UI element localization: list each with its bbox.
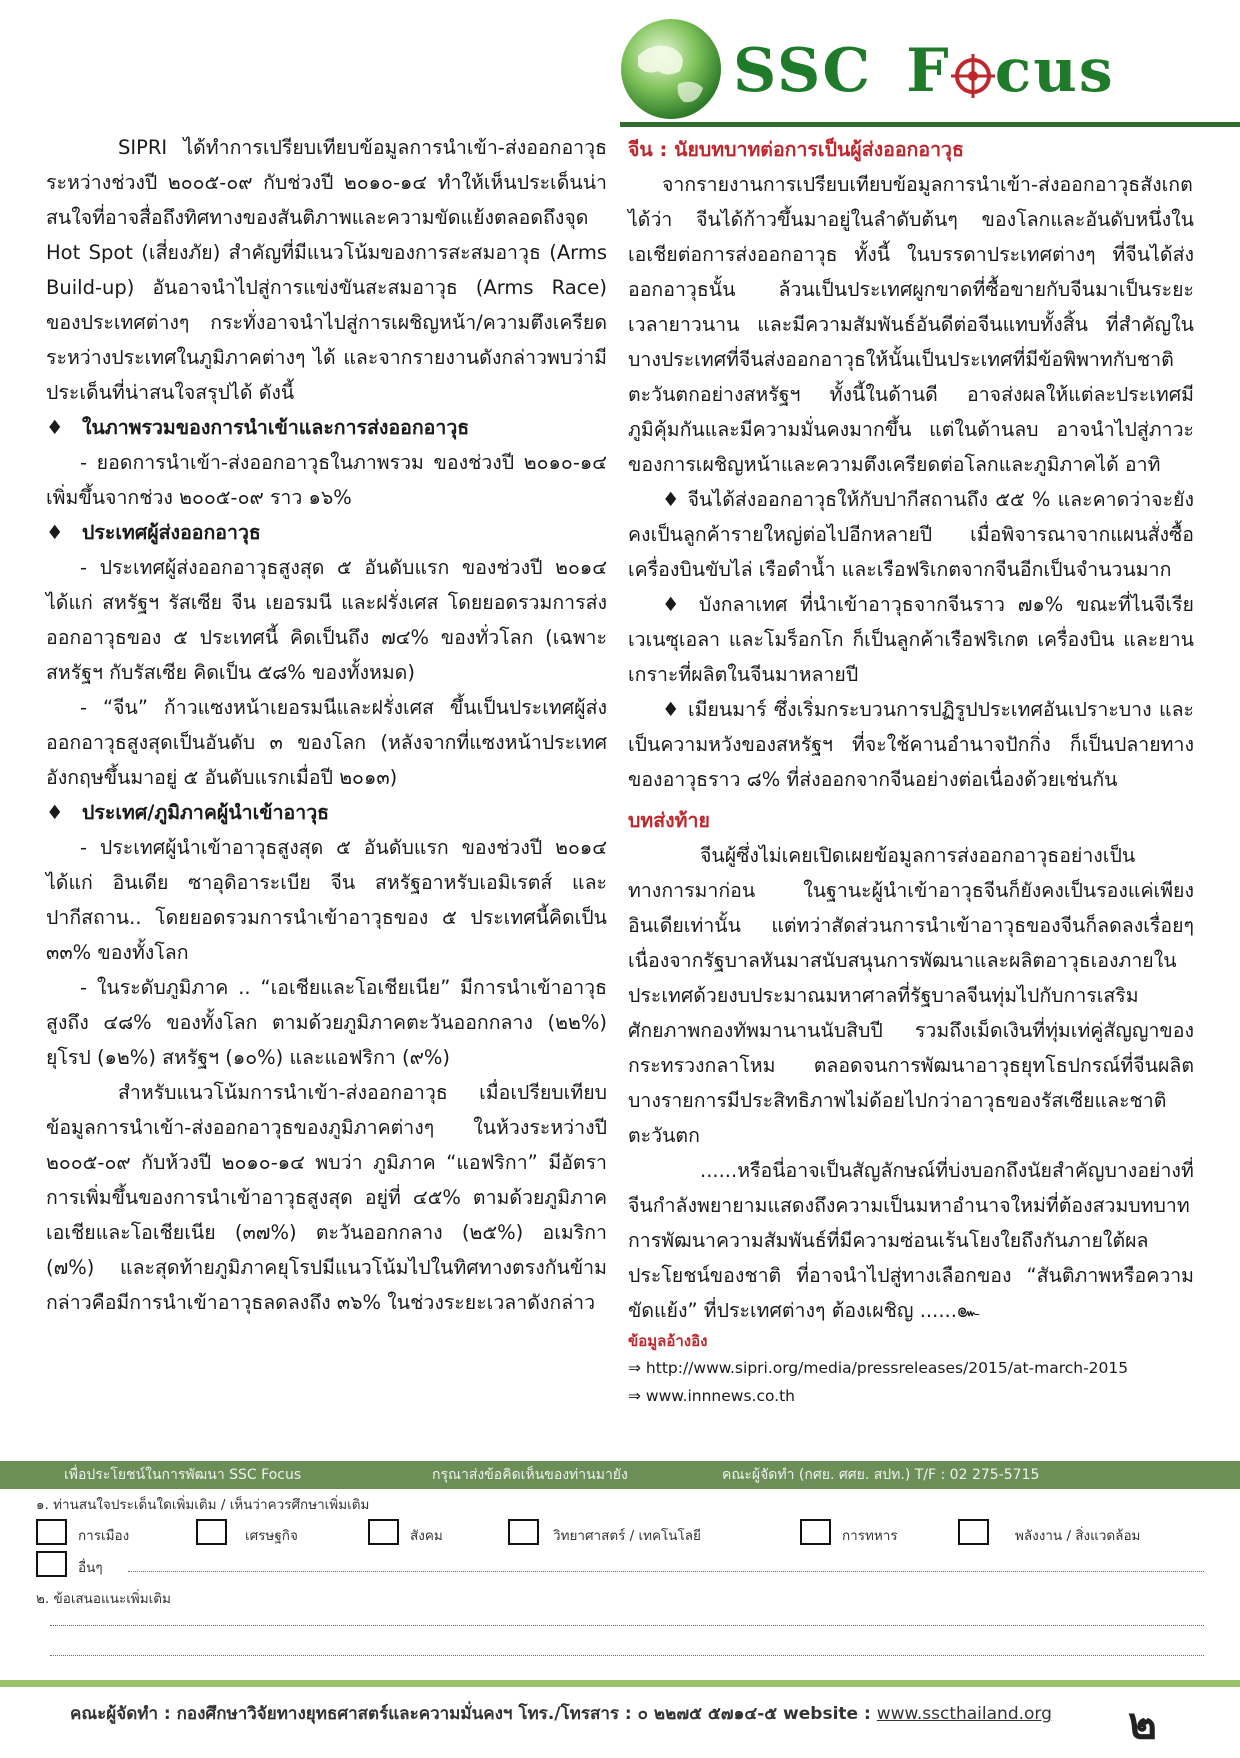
checkbox-politics[interactable] <box>36 1519 67 1545</box>
checkbox-economy[interactable] <box>196 1519 227 1545</box>
ssc-focus-logo <box>618 16 1178 126</box>
bullet-paragraph: ♦ บังกลาเทศ ที่นำเข้าอาวุธจากจีนราว ๗๑% ขณะที่ไนจีเรีย เวเนซุเอลา และโมร็อกโก ก็เป็นลูกค้าเรือฟริเกต เครื่องบิน และยานเกราะที่ผลิตในจีนมาหลายปี <box>628 593 1194 686</box>
suggestion-input-line[interactable] <box>50 1625 1204 1626</box>
brand-text: SSC F cus <box>733 36 1115 106</box>
section-heading: ♦ ประเทศผู้ส่งออกอาวุธ <box>46 515 607 550</box>
checkbox-label: การทหาร <box>842 1528 898 1544</box>
other-input-line[interactable] <box>128 1571 1204 1572</box>
paragraph: - “จีน” ก้าวแซงหน้าเยอรมนีและฝรั่งเศส ขึ้นเป็นประเทศผู้ส่งออกอาวุธสูงสุดเป็นอันดับ ๓ ของโลก (หลังจากที่แซงหน้าประเทศอังกฤษขึ้นมาอยู่ ๕ อันดับแรกเมื่อปี ๒๐๑๓) <box>46 696 607 789</box>
paragraph: จากรายงานการเปรียบเทียบข้อมูลการนำเข้า-ส่งออกอาวุธสังเกตได้ว่า จีนได้ก้าวขึ้นมาอยู่ในลำดับต้นๆ ของโลกและอันดับหนึ่งในเอเชียต่อการส่งออกอาวุธ ทั้งนี้ ในบรรดาประเทศต่างๆ ที่จีนได้ส่งออกอาวุธนั้น ล้วนเป็นประเทศผูกขาดที่ซื้อขายกับจีนมาเป็นระยะเวลายาวนาน และมีความสัมพันธ์อันดีต่อจีนแทบทั้งสิ้น ที่สำคัญในบางประเทศที่จีนส่งออกอาวุธให้นั้นเป็นประเทศที่มีข้อพิพาทกับชาติตะวันตกอย่างสหรัฐฯ ทั้งนี้ในด้านดี อาจส่งผลให้แต่ละประเทศมีภูมิคุ้มกันและมีความมั่นคงมากขึ้น แต่ในด้านลบ อาจนำไปสู่ภาวะของการเผชิญหน้าและความตึงเครียดต่อโลกและภูมิภาคได้ อาทิ <box>628 173 1194 476</box>
reference-link[interactable]: ⇒ http://www.sipri.org/media/pressreleases/2015/at-march-2015 <box>628 1359 1129 1377</box>
checkbox-other[interactable] <box>36 1551 67 1577</box>
diamond-bullet-icon: ♦ <box>46 416 64 439</box>
banner-text: เพื่อประโยชน์ในการพัฒนา SSC Focus <box>64 1467 302 1483</box>
section-heading: บทส่งท้าย <box>628 809 710 832</box>
section-heading: ♦ ในภาพรวมของการนำเข้าและการส่งออกอาวุธ <box>46 410 607 445</box>
banner-text: กรุณาส่งข้อคิดเห็นของท่านมายัง <box>432 1467 628 1483</box>
suggestion-input-line[interactable] <box>50 1655 1204 1656</box>
diamond-bullet-icon: ♦ <box>46 801 64 824</box>
checkbox-label: เศรษฐกิจ <box>245 1528 298 1544</box>
paragraph: ......หรือนี่อาจเป็นสัญลักษณ์ที่บ่งบอกถึงนัยสำคัญบางอย่างที่จีนกำลังพยายามแสดงถึงความเป็นมหาอำนาจใหม่ที่ต้องสวมบทบาท การพัฒนาความสัมพันธ์ที่มีความซ่อนเร้นโยงใยถึงกันภายใต้ผลประโยชน์ของชาติ ที่อาจนำไปสู่ทางเลือกของ “สันติภาพหรือความขัดแย้ง” ที่ประเทศต่างๆ ต้องเผชิญ ......๛ <box>628 1159 1194 1322</box>
checkbox-label: วิทยาศาสตร์ / เทคโนโลยี <box>553 1528 701 1544</box>
diamond-bullet-icon: ♦ <box>46 521 64 544</box>
bullet-paragraph: ♦ เมียนมาร์ ซึ่งเริ่มกระบวนการปฏิรูปประเทศอันเปราะบาง และเป็นความหวังของสหรัฐฯ ที่จะใช้คานอำนาจปักกิ่ง ก็เป็นปลายทางของอาวุธราว ๘% ที่ส่งออกจากจีนอย่างต่อเนื่องด้วยเช่นกัน <box>628 698 1194 791</box>
checkbox-energy[interactable] <box>958 1519 989 1545</box>
paragraph: - ยอดการนำเข้า-ส่งออกอาวุธในภาพรวม ของช่วงปี ๒๐๑๐-๑๔ เพิ่มขึ้นจากช่วง ๒๐๐๕-๐๙ ราว ๑๖% <box>46 451 607 509</box>
section-heading: จีน : นัยบทบาทต่อการเป็นผู้ส่งออกอาวุธ <box>628 138 964 161</box>
intro-paragraph: SIPRI ได้ทำการเปรียบเทียบข้อมูลการนำเข้า-ส่งออกอาวุธระหว่างช่วงปี ๒๐๐๕-๐๙ กับช่วงปี ๒๐๑๐-๑๔ ทำให้เห็นประเด็นน่าสนใจที่อาจสื่อถึงทิศทางของสันติภาพและความขัดแย้งตลอดถึงจุด Hot Spot (เสี่ยงภัย) สำคัญที่มีแนวโน้มของการสะสมอาวุธ (Arms Build-up) อันอาจนำไปสู่การแข่งขันสะสมอาวุธ (Arms Race) ของประเทศต่างๆ กระทั่งอาจนำไปสู่การเผชิญหน้า/ความตึงเครียดระหว่างประเทศในภูมิภาคต่างๆ ได้ และจากรายงานดังกล่าวพบว่ามีประเด็นที่น่าสนใจสรุปได้ ดังนี้ <box>46 136 607 404</box>
paragraph: สำหรับแนวโน้มการนำเข้า-ส่งออกอาวุธ เมื่อเปรียบเทียบข้อมูลการนำเข้า-ส่งออกอาวุธของภูมิภาคต่างๆ ในห้วงระหว่างปี ๒๐๐๕-๐๙ กับห้วงปี ๒๐๑๐-๑๔ พบว่า ภูมิภาค “แอฟริกา” มีอัตราการเพิ่มขึ้นของการนำเข้าอาวุธสูงสุด อยู่ที่ ๔๕% ตามด้วยภูมิภาคเอเชียและโอเชียเนีย (๓๗%) ตะวันออกกลาง (๒๕%) อเมริกา (๗%) และสุดท้ายภูมิภาคยุโรปมีแนวโน้มไปในทิศทางตรงกันข้าม กล่าวคือมีการนำเข้าอาวุธลดลงถึง ๓๖% ในช่วงระยะเวลาดังกล่าว <box>46 1081 607 1314</box>
paragraph: - ประเทศผู้นำเข้าอาวุธสูงสุด ๕ อันดับแรก ของช่วงปี ๒๐๑๔ ได้แก่ อินเดีย ซาอุดิอาระเบีย จีน สหรัฐอาหรับเอมิเรตส์ และปากีสถาน.. โดยยอดรวมการนำเข้าอาวุธของ ๕ ประเทศนี้คิดเป็น ๓๓% ของทั้งโลก <box>46 836 607 964</box>
bottom-divider <box>0 1680 1240 1687</box>
paragraph: - ในระดับภูมิภาค .. “เอเชียและโอเชียเนีย” มีการนำเข้าอาวุธสูงถึง ๔๘% ของทั้งโลก ตามด้วยภูมิภาคตะวันออกกลาง (๒๒%) ยุโรป (๑๒%) สหรัฐฯ (๑๐%) และแอฟริกา (๙%) <box>46 976 607 1069</box>
checkbox-science[interactable] <box>508 1519 539 1545</box>
checkbox-label: อื่นๆ <box>78 1560 103 1576</box>
question-1: ๑. ท่านสนใจประเด็นใดเพิ่มเติม / เห็นว่าควรศึกษาเพิ่มเติม <box>36 1497 370 1513</box>
credits-line: คณะผู้จัดทำ : กองศึกษาวิจัยทางยุทธศาสตร์และความมั่นคงฯ โทร./โทรสาร : ๐ ๒๒๗๕ ๕๗๑๔-๕ website : www.sscthailand.org <box>70 1704 1052 1724</box>
bullet-paragraph: ♦ จีนได้ส่งออกอาวุธให้กับปากีสถานถึง ๕๕ % และคาดว่าจะยังคงเป็นลูกค้ารายใหญ่ต่อไปอีกหลายปี เมื่อพิจารณาจากแผนสั่งซื้อเครื่องบินขับไล่ เรือดำน้ำ และเรือฟริเกตจากจีนอีกเป็นจำนวนมาก <box>628 488 1194 581</box>
website-link[interactable]: www.sscthailand.org <box>876 1704 1052 1724</box>
feedback-banner <box>0 1461 1240 1489</box>
checkbox-military[interactable] <box>800 1519 831 1545</box>
banner-text: คณะผู้จัดทำ (กศย. ศศย. สปท.) T/F : 02 275-5715 <box>722 1467 1040 1483</box>
section-heading: ♦ ประเทศ/ภูมิภาคผู้นำเข้าอาวุธ <box>46 795 607 830</box>
references-heading: ข้อมูลอ้างอิง <box>628 1332 708 1350</box>
reference-link[interactable]: ⇒ www.innnews.co.th <box>628 1387 796 1405</box>
question-2: ๒. ข้อเสนอแนะเพิ่มเติม <box>36 1591 171 1607</box>
header-divider <box>620 122 1240 127</box>
paragraph: จีนผู้ซึ่งไม่เคยเปิดเผยข้อมูลการส่งออกอาวุธอย่างเป็นทางการมาก่อน ในฐานะผู้นำเข้าอาวุธจีนก็ยังคงเป็นรองแค่เพียงอินเดียเท่านั้น แต่ทว่าสัดส่วนการนำเข้าอาวุธของจีนก็ลดลงเรื่อยๆ เนื่องจากรัฐบาลหันมาสนับสนุนการพัฒนาและผลิตอาวุธเองภายในประเทศด้วยงบประมาณมหาศาลที่รัฐบาลจีนทุ่มไปกับการเสริมศักยภาพกองทัพมานานนับสิบปี รวมถึงเม็ดเงินที่ทุ่มเท่คู่สัญญาของกระทรวงกลาโหม ตลอดจนการพัฒนาอาวุธยุทโธปกรณ์ที่จีนผลิตบางรายการมีประสิทธิภาพไม่ด้อยไปกว่าอาวุธของรัสเซียและชาติตะวันตก <box>628 844 1194 1147</box>
crosshair-icon <box>949 52 997 100</box>
right-column <box>628 132 1194 1410</box>
checkbox-label: พลังงาน / สิ่งแวดล้อม <box>1015 1528 1141 1544</box>
globe-icon <box>618 16 724 122</box>
checkbox-label: การเมือง <box>78 1528 130 1544</box>
paragraph: - ประเทศผู้ส่งออกอาวุธสูงสุด ๕ อันดับแรก ของช่วงปี ๒๐๑๔ ได้แก่ สหรัฐฯ รัสเซีย จีน เยอรมนี และฝรั่งเศส โดยยอดรวมการส่งออกอาวุธของ ๕ ประเทศนี้ คิดเป็นถึง ๗๔% ของทั่วโลก (เฉพาะสหรัฐฯ กับรัสเซีย คิดเป็น ๕๘% ของทั้งหมด) <box>46 556 607 684</box>
page-number: ๒ <box>1128 1698 1158 1749</box>
left-column <box>46 130 607 1320</box>
checkbox-label: สังคม <box>410 1528 443 1544</box>
checkbox-society[interactable] <box>368 1519 399 1545</box>
